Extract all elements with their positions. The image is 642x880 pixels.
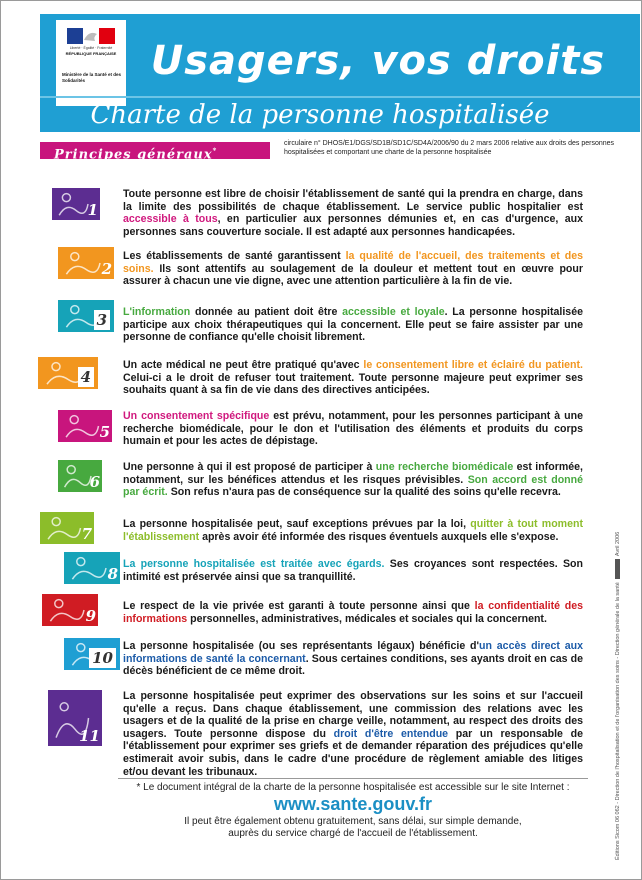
principle-phrase: Une personne à qui il est proposé de participer à xyxy=(123,461,376,473)
speaking-faces-icon xyxy=(48,690,102,746)
highlighted-phrase: le consentement libre et éclairé du patient. xyxy=(363,359,583,371)
principle-text xyxy=(123,600,583,625)
highlighted-phrase: quitter à tout moment l'établissement xyxy=(123,518,583,543)
principle-text xyxy=(123,188,583,238)
highlighted-phrase: droit d'être entendue xyxy=(333,727,449,740)
principle-text xyxy=(123,306,583,344)
principle-text xyxy=(123,690,583,778)
principle-phrase: personnelles, administratives, médicales et sociales qui la concernent. xyxy=(187,612,547,625)
principle-phrase: donnée au patient doit être xyxy=(190,306,343,318)
principle-phrase: La personne hospitalisée (ou ses représentants légaux) bénéficie d' xyxy=(123,640,480,652)
highlighted-phrase: la confidentialité des informations xyxy=(123,600,583,625)
principle-number: 8 xyxy=(107,565,118,583)
footer-availability xyxy=(118,816,588,840)
principle-phrase: Le respect de la vie privée est garanti à toute personne ainsi que xyxy=(123,600,475,612)
principle-text xyxy=(123,461,583,499)
principle-phrase: Les établissements de santé garantissent xyxy=(123,250,346,262)
principle-number: 6 xyxy=(89,473,100,491)
principle-phrase: est prévu, notamment, pour les personnes participant à une recherche biomédicale, pour le don et l'utilisation des éléments et produits du corps humain et pour les actes de dépistage. xyxy=(123,410,584,448)
principle-phrase: Un acte médical ne peut être pratiqué qu'avec xyxy=(123,359,364,371)
footer-line-1: Il peut être également obtenu gratuitement, sans délai, sur simple demande, xyxy=(184,816,522,827)
principle-text xyxy=(123,518,583,543)
medical-file-icon xyxy=(64,638,120,670)
principle-number: 3 xyxy=(94,310,110,330)
principle-phrase: Ses croyances sont respectées. Son intimité est préservée ainsi que sa tranquillité. xyxy=(123,558,583,583)
section-label-marker: * xyxy=(212,146,218,155)
principle-number: 4 xyxy=(78,367,94,387)
principle-number: 5 xyxy=(99,423,110,441)
ministry-name: Ministère de la Santé et des Solidarités xyxy=(62,72,122,83)
principle-phrase: Toute personne est libre de choisir l'établissement de santé qui la prendra en charge, dans la limite des possibilités de chaque établissement. Le service public hospitalier est xyxy=(123,188,583,213)
principle-text xyxy=(123,359,583,397)
respect-icon xyxy=(64,552,120,584)
principle-text xyxy=(123,250,583,288)
principle-phrase: , en particulier aux personnes démunies et, en cas d'urgence, aux personnes sans couverture sociale. Il est adapté aux personnes handicapées. xyxy=(123,213,583,238)
credit-date: Avril 2006 xyxy=(615,531,621,557)
principle-text xyxy=(123,410,583,448)
highlighted-phrase: un accès direct aux informations de santé la concernant xyxy=(123,640,583,665)
section-label-text: Principes généraux xyxy=(54,147,213,163)
marianne-flag-icon xyxy=(67,28,115,44)
privacy-icon xyxy=(42,594,98,626)
principle-phrase: La personne hospitalisée peut, sauf exceptions prévues par la loi, xyxy=(123,518,471,530)
principle-phrase: est informée, notamment, sur les bénéfices attendus et les risques prévisibles. xyxy=(123,461,583,486)
consent-hands-icon xyxy=(38,357,98,389)
circulaire-reference: circulaire n° DHOS/E1/DGS/SD1B/SD1C/SD4A/2006/90 du 2 mars 2006 relative aux droits des personnes hospitalisées et comportant une charte de la personne hospitalisée xyxy=(284,140,615,156)
information-people-icon xyxy=(58,300,114,332)
principle-phrase: Ils sont attentifs au soulagement de la douleur et mettent tout en œuvre pour assurer à chacun une vie digne, avec une attention particulière à la fin de vie. xyxy=(123,262,583,288)
highlighted-phrase: accessible à tous xyxy=(123,213,218,226)
principle-phrase: . Sous certaines conditions, ses ayants droit en cas de décès bénéficient de ce même droit. xyxy=(123,652,583,678)
principle-number: 1 xyxy=(87,201,98,219)
principle-number: 10 xyxy=(89,648,116,668)
principle-phrase: La personne hospitalisée peut exprimer des observations sur les soins et sur l'accueil qu'elle a reçus. Dans chaque établissement, une commission des relations avec les usagers et de la qualité de la prise en charge veille, notamment, au respect des droits des usagers. Toute personne dispose du xyxy=(123,690,583,740)
principle-text xyxy=(123,640,583,678)
highlighted-phrase: Son accord est donné par écrit. xyxy=(123,473,583,499)
microscope-icon xyxy=(58,460,102,492)
credit-barcode-icon xyxy=(615,559,620,579)
wheelchair-icon xyxy=(52,188,100,220)
principle-number: 11 xyxy=(79,727,100,745)
handshake-icon xyxy=(58,410,112,442)
vertical-credit xyxy=(615,532,621,860)
highlighted-phrase: L'information xyxy=(123,306,191,318)
page-subtitle: Charte de la personne hospitalisée xyxy=(90,100,550,130)
principle-number: 2 xyxy=(101,260,112,278)
highlighted-phrase: accessible et loyale xyxy=(342,306,445,318)
principle-text xyxy=(123,558,583,583)
principle-phrase: Son refus n'aura pas de conséquence sur la qualité des soins qu'elle recevra. xyxy=(167,486,561,499)
website-link[interactable]: www.sante.gouv.fr xyxy=(273,794,433,814)
highlighted-phrase: La personne hospitalisée est traitée avec égards. xyxy=(123,558,385,570)
exit-door-icon xyxy=(40,512,94,544)
footer-note: * Le document intégral de la charte de la personne hospitalisée est accessible sur le site Internet : xyxy=(136,782,570,793)
hands-care-icon xyxy=(58,247,114,279)
principle-number: 7 xyxy=(81,525,92,543)
highlighted-phrase: une recherche biomédicale xyxy=(375,461,514,473)
principle-phrase: Celui-ci a le droit de refuser tout traitement. Toute personne majeure peut exprimer ses souhaits quant à sa fin de vie dans des directives anticipées. xyxy=(123,371,583,397)
logo-motto: Liberté · Égalité · Fraternité xyxy=(69,46,113,50)
credit-left: Éditions Sicom 06 062 - Direction de l'hospitalisation et de l'organisation des soins - Direction générale de la santé xyxy=(615,582,621,860)
footer-line-2: auprès du service chargé de l'accueil de l'établissement. xyxy=(228,828,478,839)
footer-divider xyxy=(118,778,588,779)
principle-number: 9 xyxy=(85,607,96,625)
highlighted-phrase: la qualité de l'accueil, des traitements et des soins. xyxy=(123,250,583,275)
principle-phrase: après avoir été informée des risques éventuels auxquels elle s'expose. xyxy=(199,530,559,543)
header-divider xyxy=(40,96,640,98)
page-title: Usagers, vos droits xyxy=(150,38,606,84)
highlighted-phrase: Un consentement spécifique xyxy=(123,410,270,422)
principle-phrase: . La personne hospitalisée participe aux choix thérapeutiques qui la concernent. Elle peut se faire assister par une personne de confiance qu'elle choisit librement. xyxy=(123,306,583,344)
principle-phrase: par un responsable de l'établissement pour exprimer ses griefs et de demander réparation des préjudices qu'elle estimerait avoir subis, dans le cadre d'une procédure de règlement amiable des litiges et/ou devant les tribunaux. xyxy=(123,727,583,778)
section-label xyxy=(40,142,270,163)
logo-country: RÉPUBLIQUE FRANÇAISE xyxy=(65,51,117,56)
republique-logo xyxy=(56,20,126,106)
